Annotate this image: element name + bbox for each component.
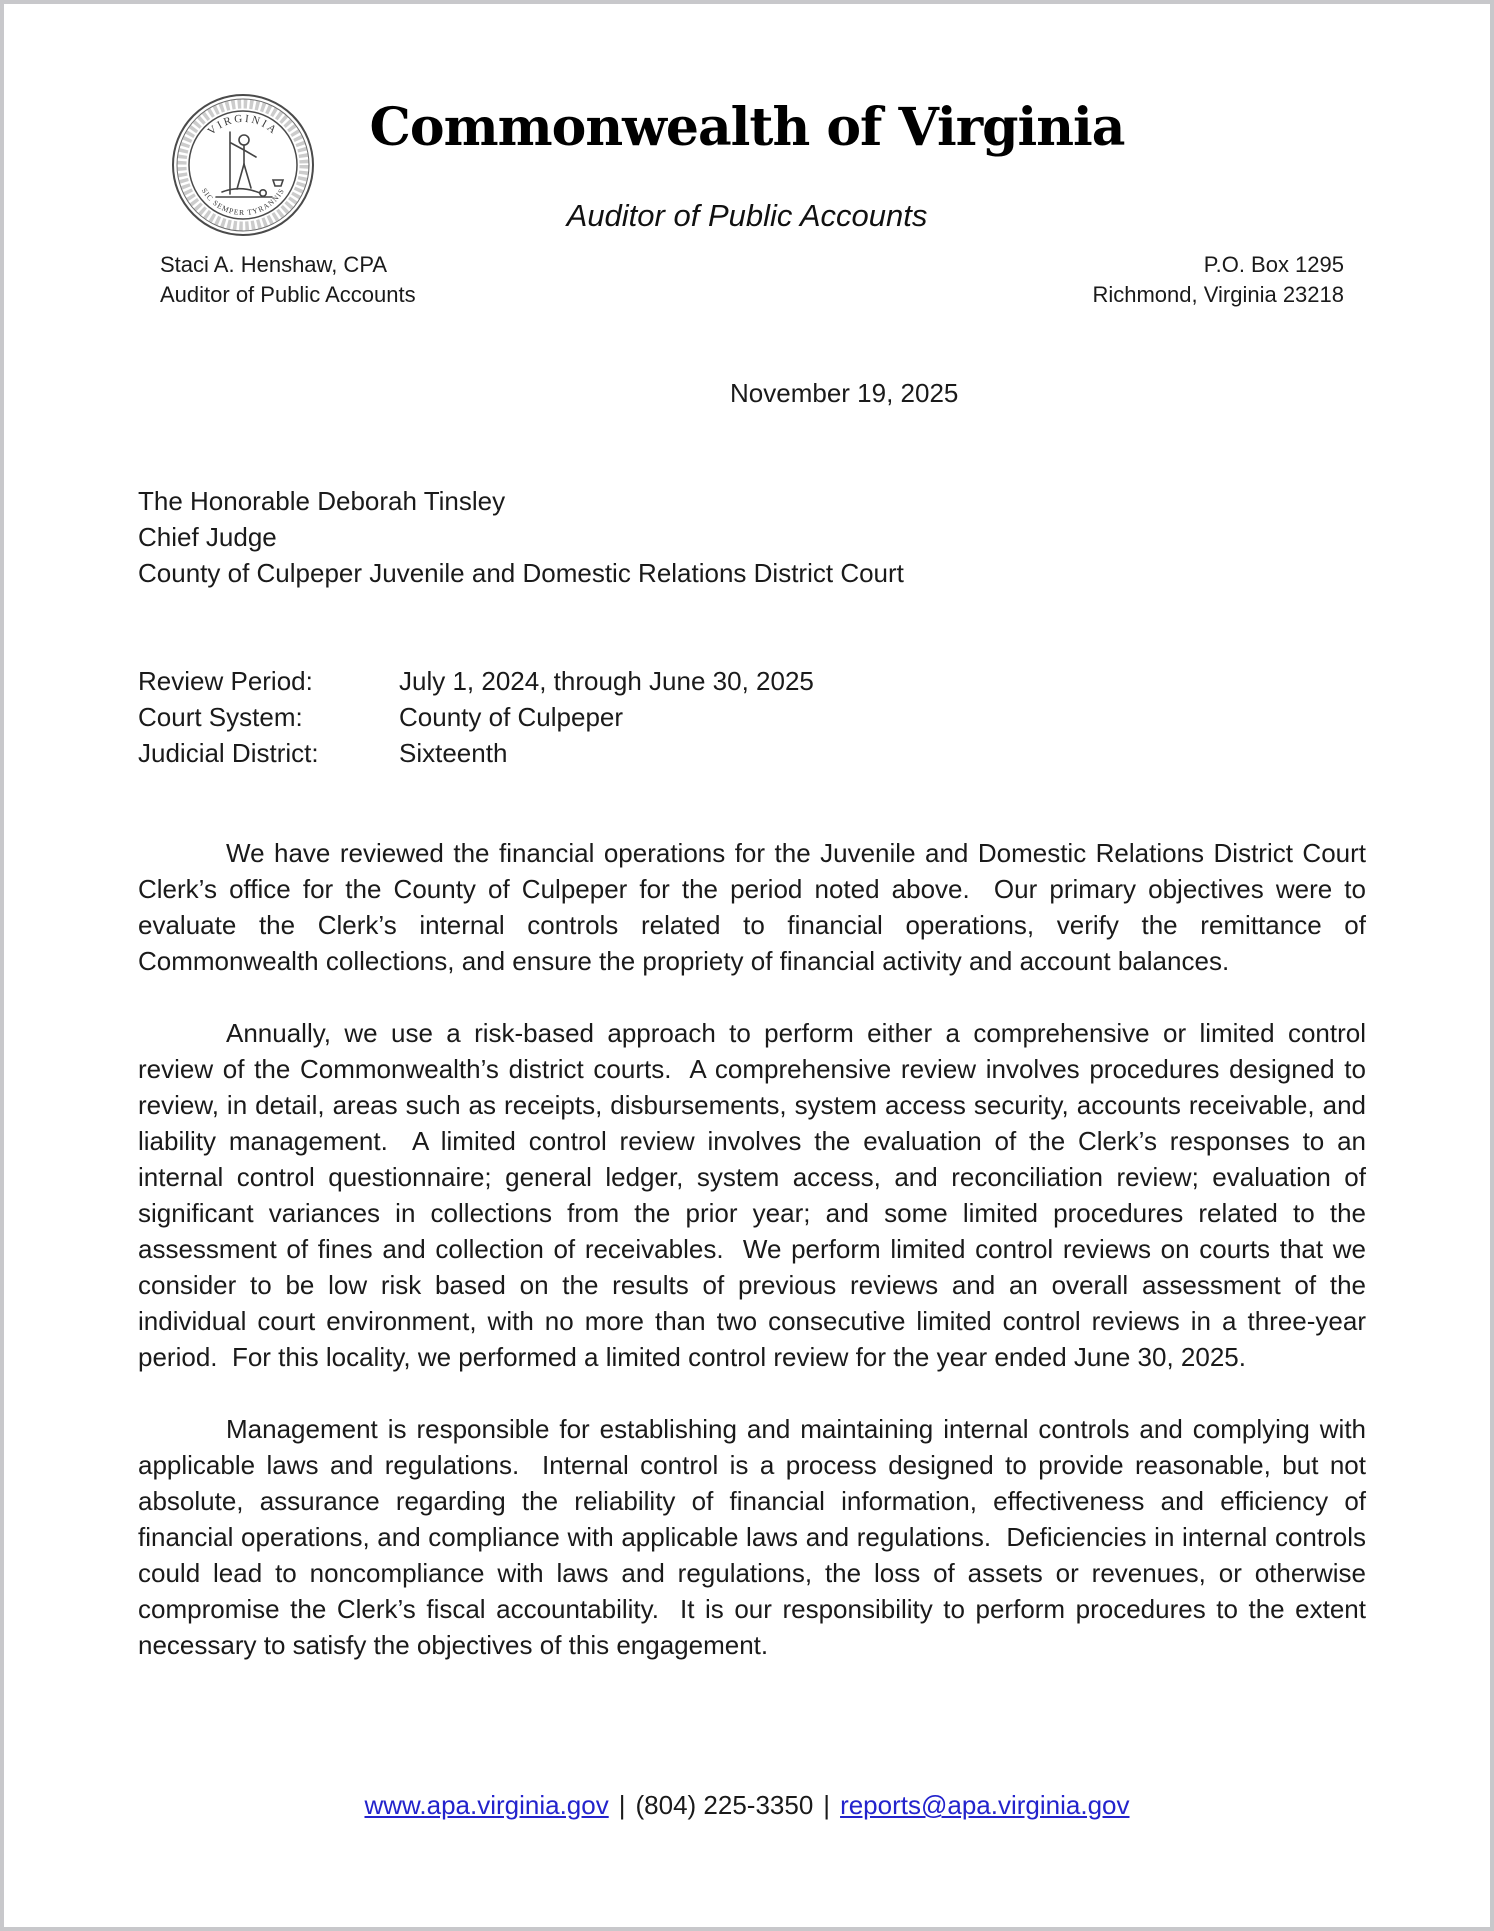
office-address-block xyxy=(1092,250,1344,310)
auditor-name: Staci A. Henshaw, CPA xyxy=(160,252,388,277)
review-meta-block xyxy=(138,663,814,771)
recipient-title: Chief Judge xyxy=(138,522,277,552)
website-link[interactable]: www.apa.virginia.gov xyxy=(364,1790,609,1820)
paragraph-scope: We have reviewed the financial operations for the Juvenile and Domestic Relations District Court Clerk’s office for the County of Culpeper for the period noted above. Our primary objectives were to evaluate the Clerk’s internal controls related to financial operations, verify the remittance of Commonwealth collections, and ensure the propriety of financial activity and account balances. xyxy=(138,838,1374,976)
meta-value: County of Culpeper xyxy=(399,702,624,732)
recipient-court: County of Culpeper Juvenile and Domestic Relations District Court xyxy=(138,558,904,588)
meta-label: Judicial District: xyxy=(138,738,319,768)
city-state-zip: Richmond, Virginia 23218 xyxy=(1092,282,1344,307)
email-link[interactable]: reports@apa.virginia.gov xyxy=(840,1790,1130,1820)
org-title: Commonwealth of Virginia xyxy=(369,97,1125,158)
footer-separator: | xyxy=(618,1790,626,1820)
auditor-name-block xyxy=(160,250,416,310)
recipient-name: The Honorable Deborah Tinsley xyxy=(138,486,506,516)
paragraph-responsibility: Management is responsible for establishing and maintaining internal controls and complying with applicable laws and regulations. Internal control is a process designed to provide reasonable, but not absolute, assurance regarding the reliability of financial information, effectiveness and efficiency of financial operations, and compliance with applicable laws and regulations. Deficiencies in internal controls could lead to noncompliance with laws and regulations, the loss of assets or revenues, or otherwise compromise the Clerk’s fiscal accountability. It is our responsibility to perform procedures to the extent necessary to satisfy the objectives of this engagement. xyxy=(138,1414,1374,1660)
paragraph-approach: Annually, we use a risk-based approach to perform either a comprehensive or limited control review of the Commonwealth’s district courts. A comprehensive review involves procedures designed to review, in detail, areas such as receipts, disbursements, system access security, accounts receivable, and liability management. A limited control review involves the evaluation of the Clerk’s responses to an internal control questionnaire; general ledger, system access, and reconciliation review; evaluation of significant variances in collections from the prior year; and some limited procedures related to the assessment of fines and collection of receivables. We perform limited control reviews on courts that we consider to be low risk based on the results of previous reviews and an overall assessment of the individual court environment, with no more than two consecutive limited control reviews in a three-year period. For this locality, we performed a limited control review for the year ended June 30, 2025. xyxy=(138,1018,1374,1372)
meta-label: Court System: xyxy=(138,702,303,732)
letter-body xyxy=(138,835,1374,1663)
meta-row-review-period xyxy=(138,663,814,699)
meta-value: Sixteenth xyxy=(399,738,508,768)
po-box: P.O. Box 1295 xyxy=(1203,252,1344,277)
footer-separator: | xyxy=(823,1790,831,1820)
org-subtitle: Auditor of Public Accounts xyxy=(566,198,928,233)
letter-footer xyxy=(4,1787,1490,1823)
seal-top-text: VIRGINIA xyxy=(205,112,281,138)
phone-number: (804) 225-3350 xyxy=(635,1790,814,1820)
meta-row-court-system xyxy=(138,699,814,735)
recipient-block xyxy=(138,483,904,591)
meta-row-judicial-district xyxy=(138,735,814,771)
seal-bottom-text: SIC SEMPER TYRANNIS xyxy=(199,186,287,218)
auditor-title: Auditor of Public Accounts xyxy=(160,282,416,307)
letter-date: November 19, 2025 xyxy=(730,378,959,408)
meta-value: July 1, 2024, through June 30, 2025 xyxy=(399,666,814,696)
meta-label: Review Period: xyxy=(138,666,313,696)
